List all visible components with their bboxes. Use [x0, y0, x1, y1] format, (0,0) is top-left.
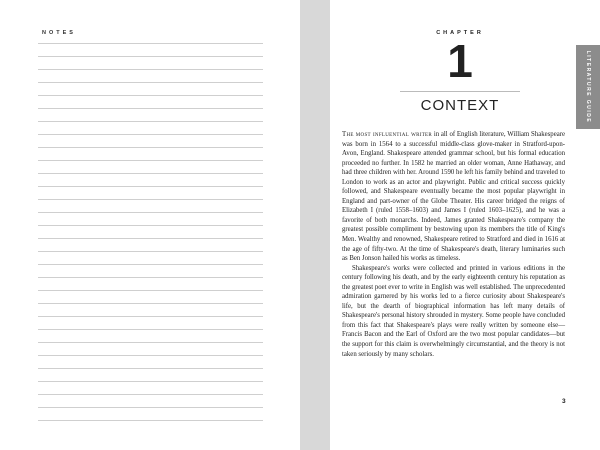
note-line	[38, 199, 263, 200]
note-line	[38, 264, 263, 265]
chapter-divider	[400, 91, 520, 92]
notes-heading: NOTES	[42, 30, 76, 36]
page-number: 3	[562, 398, 566, 405]
side-tab-label: LITERATURE GUIDE	[585, 50, 591, 124]
note-line	[38, 95, 263, 96]
chapter-title: CONTEXT	[420, 97, 500, 114]
note-line	[38, 173, 263, 174]
note-line	[38, 251, 263, 252]
note-line	[38, 225, 263, 226]
note-line	[38, 186, 263, 187]
note-line	[38, 420, 263, 421]
note-line	[38, 342, 263, 343]
note-line	[38, 134, 263, 135]
paragraph-1-lead: The most influential writer	[342, 131, 433, 138]
note-line	[38, 290, 263, 291]
chapter-number: 1	[447, 35, 473, 87]
note-line	[38, 56, 263, 57]
paragraph-2: Shakespeare's works were collected and printed in various editions in the century following his death, and by the early eighteenth century his reputation as the greatest poet ever to write in English was well established. The unprecedented admiration garnered by his works led to a fierce curiosity about Shakespeare's life, but the dearth of biographical information has left many details of Shakespeare's personal history shrouded in mystery. Some people have concluded from this fact that Shakespeare's plays were really written by someone else—Francis Bacon and the Earl of Oxford are the two most popular candidates—but the support for this claim is overwhelmingly circumstantial, and the theory is not taken seriously by many scholars.	[342, 264, 565, 358]
note-line	[38, 212, 263, 213]
note-line	[38, 303, 263, 304]
note-line	[38, 69, 263, 70]
note-line	[38, 43, 263, 44]
note-line	[38, 108, 263, 109]
note-line	[38, 394, 263, 395]
chapter-page	[330, 0, 600, 450]
note-line	[38, 277, 263, 278]
literature-guide-tab	[576, 45, 600, 129]
note-line	[38, 368, 263, 369]
note-line	[38, 82, 263, 83]
note-line	[38, 316, 263, 317]
note-line	[38, 329, 263, 330]
note-line	[38, 147, 263, 148]
note-line	[38, 238, 263, 239]
paragraph-1	[342, 130, 565, 264]
paragraph-1-text: in all of English literature, William Shakespeare was born in 1564 to a successful middle-class glove-maker in Stratford-upon-Avon, England. Shakespeare attended grammar school, but his formal education proceeded no further. In 1582 he married an older woman, Anne Hathaway, and had three children with her. Around 1590 he left his family behind and traveled to London to work as an actor and playwright. Public and critical success quickly followed, and Shakespeare eventually became the most popular playwright in England and part-owner of the Globe Theater. His career bridged the reigns of Elizabeth I (ruled 1558–1603) and James I (ruled 1603–1625), and he was a favorite of both monarchs. Indeed, James granted Shakespeare's company the greatest possible compliment by bestowing upon its members the title of King's Men. Wealthy and renowned, Shakespeare retired to Stratford and died in 1616 at the age of fifty-two. At the time of Shakespeare's death, literary luminaries such as Ben Jonson hailed his works as timeless.	[342, 131, 566, 263]
note-line	[38, 407, 263, 408]
chapter-label: CHAPTER	[436, 30, 484, 36]
note-line	[38, 160, 263, 161]
page-gutter	[300, 0, 330, 450]
note-line	[38, 121, 263, 122]
note-line	[38, 381, 263, 382]
chapter-body	[342, 130, 565, 359]
notes-lines	[38, 43, 263, 433]
note-line	[38, 355, 263, 356]
